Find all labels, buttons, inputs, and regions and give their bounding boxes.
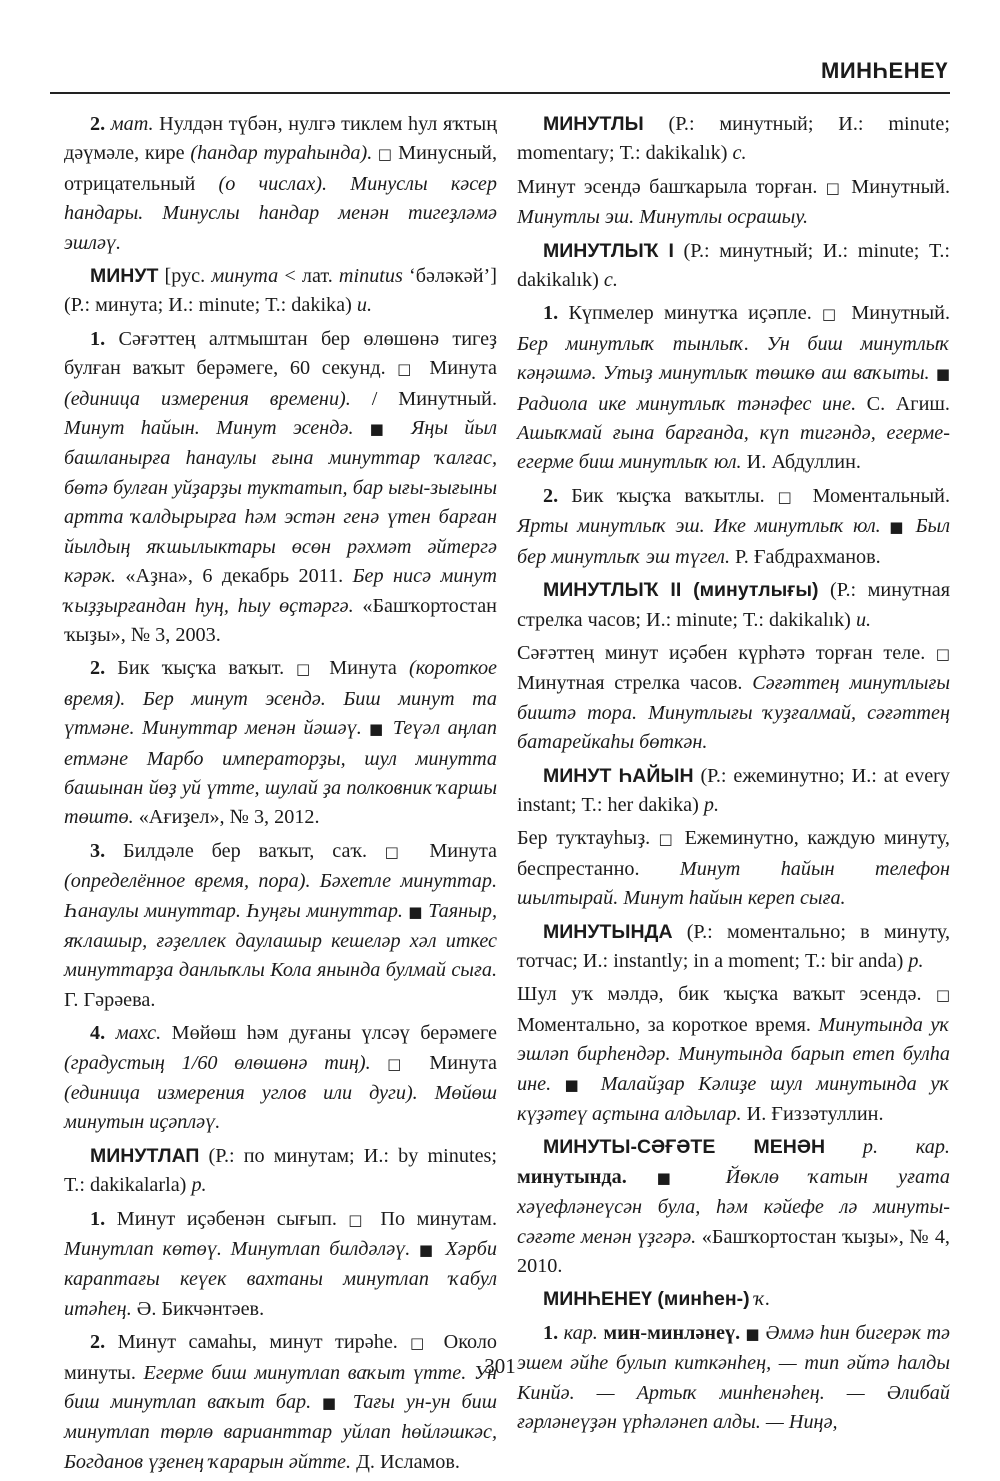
italic-run: (единица измерения времени).	[64, 387, 351, 410]
italic-run: Минутлы эш. Минутлы осрашыу.	[517, 206, 809, 229]
dictionary-paragraph	[517, 1285, 950, 1314]
black-square-marker: ■	[551, 1075, 601, 1094]
bold-run: 2.	[90, 1331, 118, 1354]
italic-run: и.	[855, 608, 872, 631]
italic-run: (короткое время).	[64, 657, 498, 710]
bold-run: 2.	[90, 657, 118, 680]
text-run	[311, 870, 320, 892]
text-run: (Р.: минутный; И.: minute; Т.: dakikalık)	[517, 239, 950, 292]
headword: МИНУТЛЫҠ II (минутлығы)	[543, 579, 819, 602]
text-run	[418, 1082, 435, 1104]
square-marker: □	[650, 830, 685, 849]
text-run: / Минутный.	[350, 387, 497, 410]
headword: МИНУТЛЫҠ I	[543, 239, 674, 262]
square-marker: □	[925, 644, 950, 663]
italic-run: Ашыҡмай ғына барғанда, күп тигәндә, егерме-егерме биш минутлыҡ юл.	[517, 422, 950, 474]
dictionary-paragraph	[64, 1205, 497, 1325]
italic-run: с.	[603, 269, 618, 292]
dictionary-paragraph	[64, 837, 497, 1015]
page-number: 301	[484, 1354, 516, 1378]
text-run: «Аҙна», 6 декабрь 2011.	[115, 565, 353, 588]
text-run: Мөйөш һәм дуғаны үлсәү берәмеге	[161, 1022, 498, 1045]
dictionary-paragraph	[517, 110, 950, 169]
bold-run: 2.	[543, 484, 572, 507]
italic-run: Бер нисә минут ҡыҙҙырғандан һуң, һыу өҫтәргә.	[64, 565, 497, 617]
square-marker: □	[397, 1334, 444, 1353]
italic-run: Яңы йыл башланырға һанаулы ғына минуттар ҡалғас, бөтә булған уйҙарҙы туктатып, бар ығы-зығыны артта ҡалдырырға һәм эстән генә үтен барған йылдың яҡшылыктары өсөн рәхмәт әйтергә кәрәк.	[64, 417, 497, 588]
text-run: И. Абдуллин.	[741, 451, 861, 474]
square-marker: □	[811, 305, 852, 324]
dictionary-paragraph	[517, 1133, 950, 1281]
italic-run: р. кар.	[825, 1136, 950, 1159]
square-marker: □	[385, 360, 430, 379]
dictionary-paragraph	[64, 1019, 497, 1138]
dictionary-paragraph	[517, 918, 950, 977]
text-run: ‘бәләкәй’] (Р.: минута; И.: minute; Т.: dakika)	[64, 265, 497, 317]
dictionary-paragraph	[517, 762, 950, 821]
text-run: Сәғәттең алтмыштан бер өлөшөнә тигеҙ булған ваҡыт берәмеге, 60 секунд.	[64, 327, 498, 380]
text-run: Бер туҡтауһыҙ.	[517, 827, 651, 850]
square-marker: □	[372, 145, 399, 164]
headword: МИНУТЛАП	[90, 1144, 200, 1167]
dictionary-paragraph	[517, 639, 950, 758]
text-run: Минутная стрелка часов.	[517, 672, 753, 695]
text-run: Сәғәттең минут иҫәбен күрһәтә торған теле.	[517, 641, 926, 664]
bold-run: 2.	[90, 113, 111, 135]
text-run: С. Агиш.	[856, 392, 950, 415]
italic-run: minutus	[338, 265, 403, 288]
black-square-marker: ■	[353, 420, 412, 439]
bold-run: 1.	[90, 1207, 117, 1230]
italic-run: (һандар тураһында).	[190, 142, 373, 165]
text-run: Д. Исламов.	[351, 1450, 460, 1473]
italic-run: Минутлап көтөү. Минутлап билдәләү.	[64, 1238, 411, 1261]
text-run: Бик ҡыҫҡа ваҡытлы.	[571, 484, 765, 507]
text-run: Ә. Бикчәнтәев.	[131, 1297, 265, 1320]
text-run: < лат.	[278, 265, 339, 288]
text-run: Ежеминутно, каждую минуту, беспрестанно.	[517, 827, 950, 880]
text-run: И. Ғиззәтуллин.	[741, 1103, 884, 1125]
italic-run: Был бер минутлыҡ эш түгел.	[517, 515, 950, 568]
italic-run: Минут һайын. Минут эсендә.	[64, 417, 354, 440]
italic-run: Йөклө ҡатын уғата хәүефләнеүсән була, һәм кәйефе лә минуты-сәғәте менән үҙгәрә.	[517, 1165, 950, 1248]
text-run: Күпмелер минутҡа иҫәпле.	[568, 302, 812, 325]
text-run: Минута	[429, 839, 498, 862]
square-marker: □	[764, 487, 813, 506]
text-run: Моментальный.	[812, 484, 950, 507]
square-marker: □	[370, 1054, 430, 1073]
black-square-marker: ■	[740, 1324, 766, 1343]
text-run: «Башҡортостан ҡыҙы», № 4, 2010.	[517, 1225, 950, 1278]
dictionary-paragraph	[517, 299, 950, 477]
black-square-marker: ■	[402, 902, 429, 921]
dictionary-paragraph	[64, 1142, 497, 1201]
black-square-marker: ■	[626, 1168, 726, 1187]
italic-run: Бер минутлыҡ тынлыҡ. Ун биш минутлыҡ кәңәшмә. Утыҙ минутлыҡ төшкө аш ваҡыты.	[517, 332, 950, 385]
text-run: (Р.: по минутам; И.: by minutes; Т.: dakikalarla)	[64, 1144, 497, 1197]
dictionary-paragraph	[517, 824, 950, 913]
text-run: Минусный, отрицательный	[64, 142, 497, 195]
italic-run: Малайҙар Кәлиҙе шул минутында уҡ күҙәтеү аҫтына алдылар.	[517, 1072, 950, 1125]
italic-run: (о числах).	[218, 172, 328, 195]
black-square-marker: ■	[311, 1394, 353, 1413]
italic-run: Хәрби карaптағы кеүек вахтаны минутлап ҡабул итәһең.	[64, 1238, 497, 1320]
text-run: (Р.: моментально; в минуту, тотчас; И.: instantly; in a moment; Т.: bir anda)	[517, 920, 950, 972]
text-run: (Р.: минутный; И.: minute; momentary; Т.: dakikalık)	[517, 113, 950, 165]
text-run: Минута	[329, 657, 410, 680]
bold-run: 1.	[543, 302, 569, 325]
italic-run: с.	[732, 142, 747, 165]
text-run: Минут самаһы, минут тирәһе.	[117, 1331, 398, 1354]
text-run: Г. Гәрәева.	[64, 988, 156, 1011]
dictionary-paragraph	[64, 262, 497, 321]
text-run: Моментально, за короткое время.	[517, 1013, 819, 1036]
bold-run: 1.	[543, 1321, 564, 1344]
italic-run: Бәхетле минуттар. Һанаулы минуттар. Һуңғы минуттар.	[64, 870, 497, 922]
italic-run: р.	[191, 1174, 207, 1197]
square-marker: □	[367, 842, 430, 861]
italic-run: Егерме биш минутлап ваҡыт үтте. Ун биш минутлап ваҡыт бар.	[64, 1361, 497, 1414]
headword: МИНҺЕНЕҮ (минһен-)	[543, 1288, 750, 1311]
text-run: [рус.	[158, 265, 212, 288]
square-marker: □	[284, 660, 330, 679]
text-run: Минута	[429, 357, 497, 380]
black-square-marker: ■	[880, 518, 916, 537]
text-run: «Ағиҙел», № 3, 2012.	[133, 806, 320, 829]
italic-run: Радиола ике минутлыҡ тәнәфес ине.	[517, 392, 857, 415]
text-run: Минутный.	[851, 302, 951, 325]
text-run: Билдәле бер ваҡыт, саҡ.	[123, 839, 368, 862]
square-marker: □	[336, 1210, 381, 1229]
italic-run: (единица измерения углов или дуги).	[64, 1082, 418, 1104]
italic-run: Теүәл аңлап етмәне Марбо императорҙы, шул минутта башынан йөҙ уй үтте, шулай ҙа полковник ҡаршы төштө.	[64, 717, 497, 829]
dictionary-paragraph	[517, 482, 950, 572]
text-run: Р. Ғабдрахманов.	[730, 545, 881, 568]
italic-run: (определённое время, пора).	[64, 870, 311, 893]
text-run	[125, 688, 143, 710]
text-run: Бик ҡыҫҡа ваҡыт.	[117, 657, 285, 680]
bold-run: минутында.	[517, 1165, 627, 1188]
black-square-marker: ■	[929, 365, 950, 384]
header-rule	[50, 92, 950, 94]
bold-run: 3.	[90, 839, 124, 862]
text-run: Минут иҫәбенән сығып.	[116, 1207, 337, 1230]
dictionary-paragraph	[64, 325, 497, 650]
text-run: «Башҡортостан ҡыҙы», № 3, 2003.	[64, 594, 497, 646]
dictionary-paragraph	[517, 173, 950, 233]
italic-run: Тағы ун-ун биш минутлап төрлө варианттар уйлап һөйләшкәс, Богданов үҙенең ҡарарын әйтте.	[64, 1391, 497, 1473]
right-column	[517, 110, 950, 1441]
dictionary-paragraph	[64, 110, 497, 258]
dictionary-paragraph	[517, 980, 950, 1129]
headword: МИНУТЛЫ	[543, 113, 644, 135]
italic-run: Бер минут эсендә. Биш минут та үтмәне. Минуттар менән йәшәү.	[64, 687, 497, 740]
italic-run: ҡ.	[749, 1288, 771, 1311]
dictionary-paragraph	[64, 654, 497, 832]
black-square-marker: ■	[361, 720, 393, 739]
text-run: Около минуты.	[64, 1331, 497, 1384]
dictionary-paragraph	[64, 1328, 497, 1477]
text-run: (Р.: ежеминутно; И.: at every instant; Т.: her dakika)	[517, 764, 950, 816]
dictionary-paragraph	[517, 576, 950, 635]
italic-run: Минуслы кәсер һандары. Минуслы һандар менән тигеҙләмә эшләү.	[64, 172, 497, 254]
headword: МИНУТЫ-СӘҒӘТЕ МЕНӘН	[543, 1136, 826, 1159]
square-marker: □	[817, 178, 852, 197]
bold-run: 1.	[90, 327, 119, 350]
square-marker: □	[921, 986, 950, 1005]
text-run: Минут эсендә башҡарыла торған.	[517, 175, 818, 198]
italic-run: махс.	[115, 1022, 162, 1045]
text-run	[327, 173, 350, 195]
text-run: Шул уҡ мәлдә, бик ҡыҫҡа ваҡыт эсендә.	[517, 983, 922, 1006]
headword: МИНУТ	[90, 265, 159, 288]
left-column	[64, 110, 497, 1481]
headword: МИНУТ ҺАЙЫН	[543, 764, 694, 787]
headword: МИНУТЫНДА	[543, 920, 673, 943]
bold-run: мин-минләнеү.	[597, 1321, 741, 1344]
black-square-marker: ■	[410, 1241, 446, 1260]
text-run: Нулдән түбән, нулгә тиклем һул яҡтың дәүмәле, кире	[64, 113, 497, 165]
text-run: (Р.: минутная стрелка часов; И.: minute; Т.: dakikalık)	[517, 579, 950, 631]
bold-run: 4.	[90, 1022, 116, 1045]
text-run: Минутный.	[851, 175, 950, 198]
dictionary-paragraph	[517, 237, 950, 296]
italic-run: минута	[211, 265, 279, 288]
italic-run: Мөйөш минутын иҫәпләү.	[64, 1082, 498, 1134]
italic-run: Ярты минутлыҡ эш. Ике минутлыҡ юл.	[517, 515, 881, 538]
italic-run: и.	[356, 294, 373, 317]
text-run: По минутам.	[380, 1207, 498, 1230]
italic-run: кар.	[563, 1321, 598, 1344]
italic-run: р.	[908, 949, 924, 972]
text-run: Минута	[429, 1051, 497, 1074]
running-head: МИНҺЕНЕҮ	[821, 58, 948, 83]
italic-run: Минут һайын телефон шылтырай. Минут һайын керeп сыға.	[517, 857, 951, 910]
italic-run: Минутында уҡ эшләп бирһендәр. Минутында барып етеп булһа ине.	[517, 1013, 950, 1095]
italic-run: мат.	[110, 113, 154, 135]
italic-run: Таяныр, яҡлашыр, ғәҙеллек даулашыр кешеләр хәл иткес минуттарҙа данлыҡлы Кола янында булмай сыға.	[64, 899, 497, 982]
italic-run: (градустың 1/60 өлөшөнә тиң).	[64, 1051, 371, 1074]
italic-run: Сәғәттең минутлығы биштә тора. Минутлығы ҡуҙғалмай, сәғәттең батарейкаһы бөткән.	[517, 672, 951, 754]
italic-run: Әммә һин бигерәк тә эшем әйһе булып киткәнһең, — тип әйтә һалды Кинйә. — Артыҡ минһенәһең. — Әлибай ғәрләнеүҙән үрһәләнеп алды. — Ниңә,	[517, 1321, 950, 1434]
italic-run: р.	[703, 793, 720, 816]
